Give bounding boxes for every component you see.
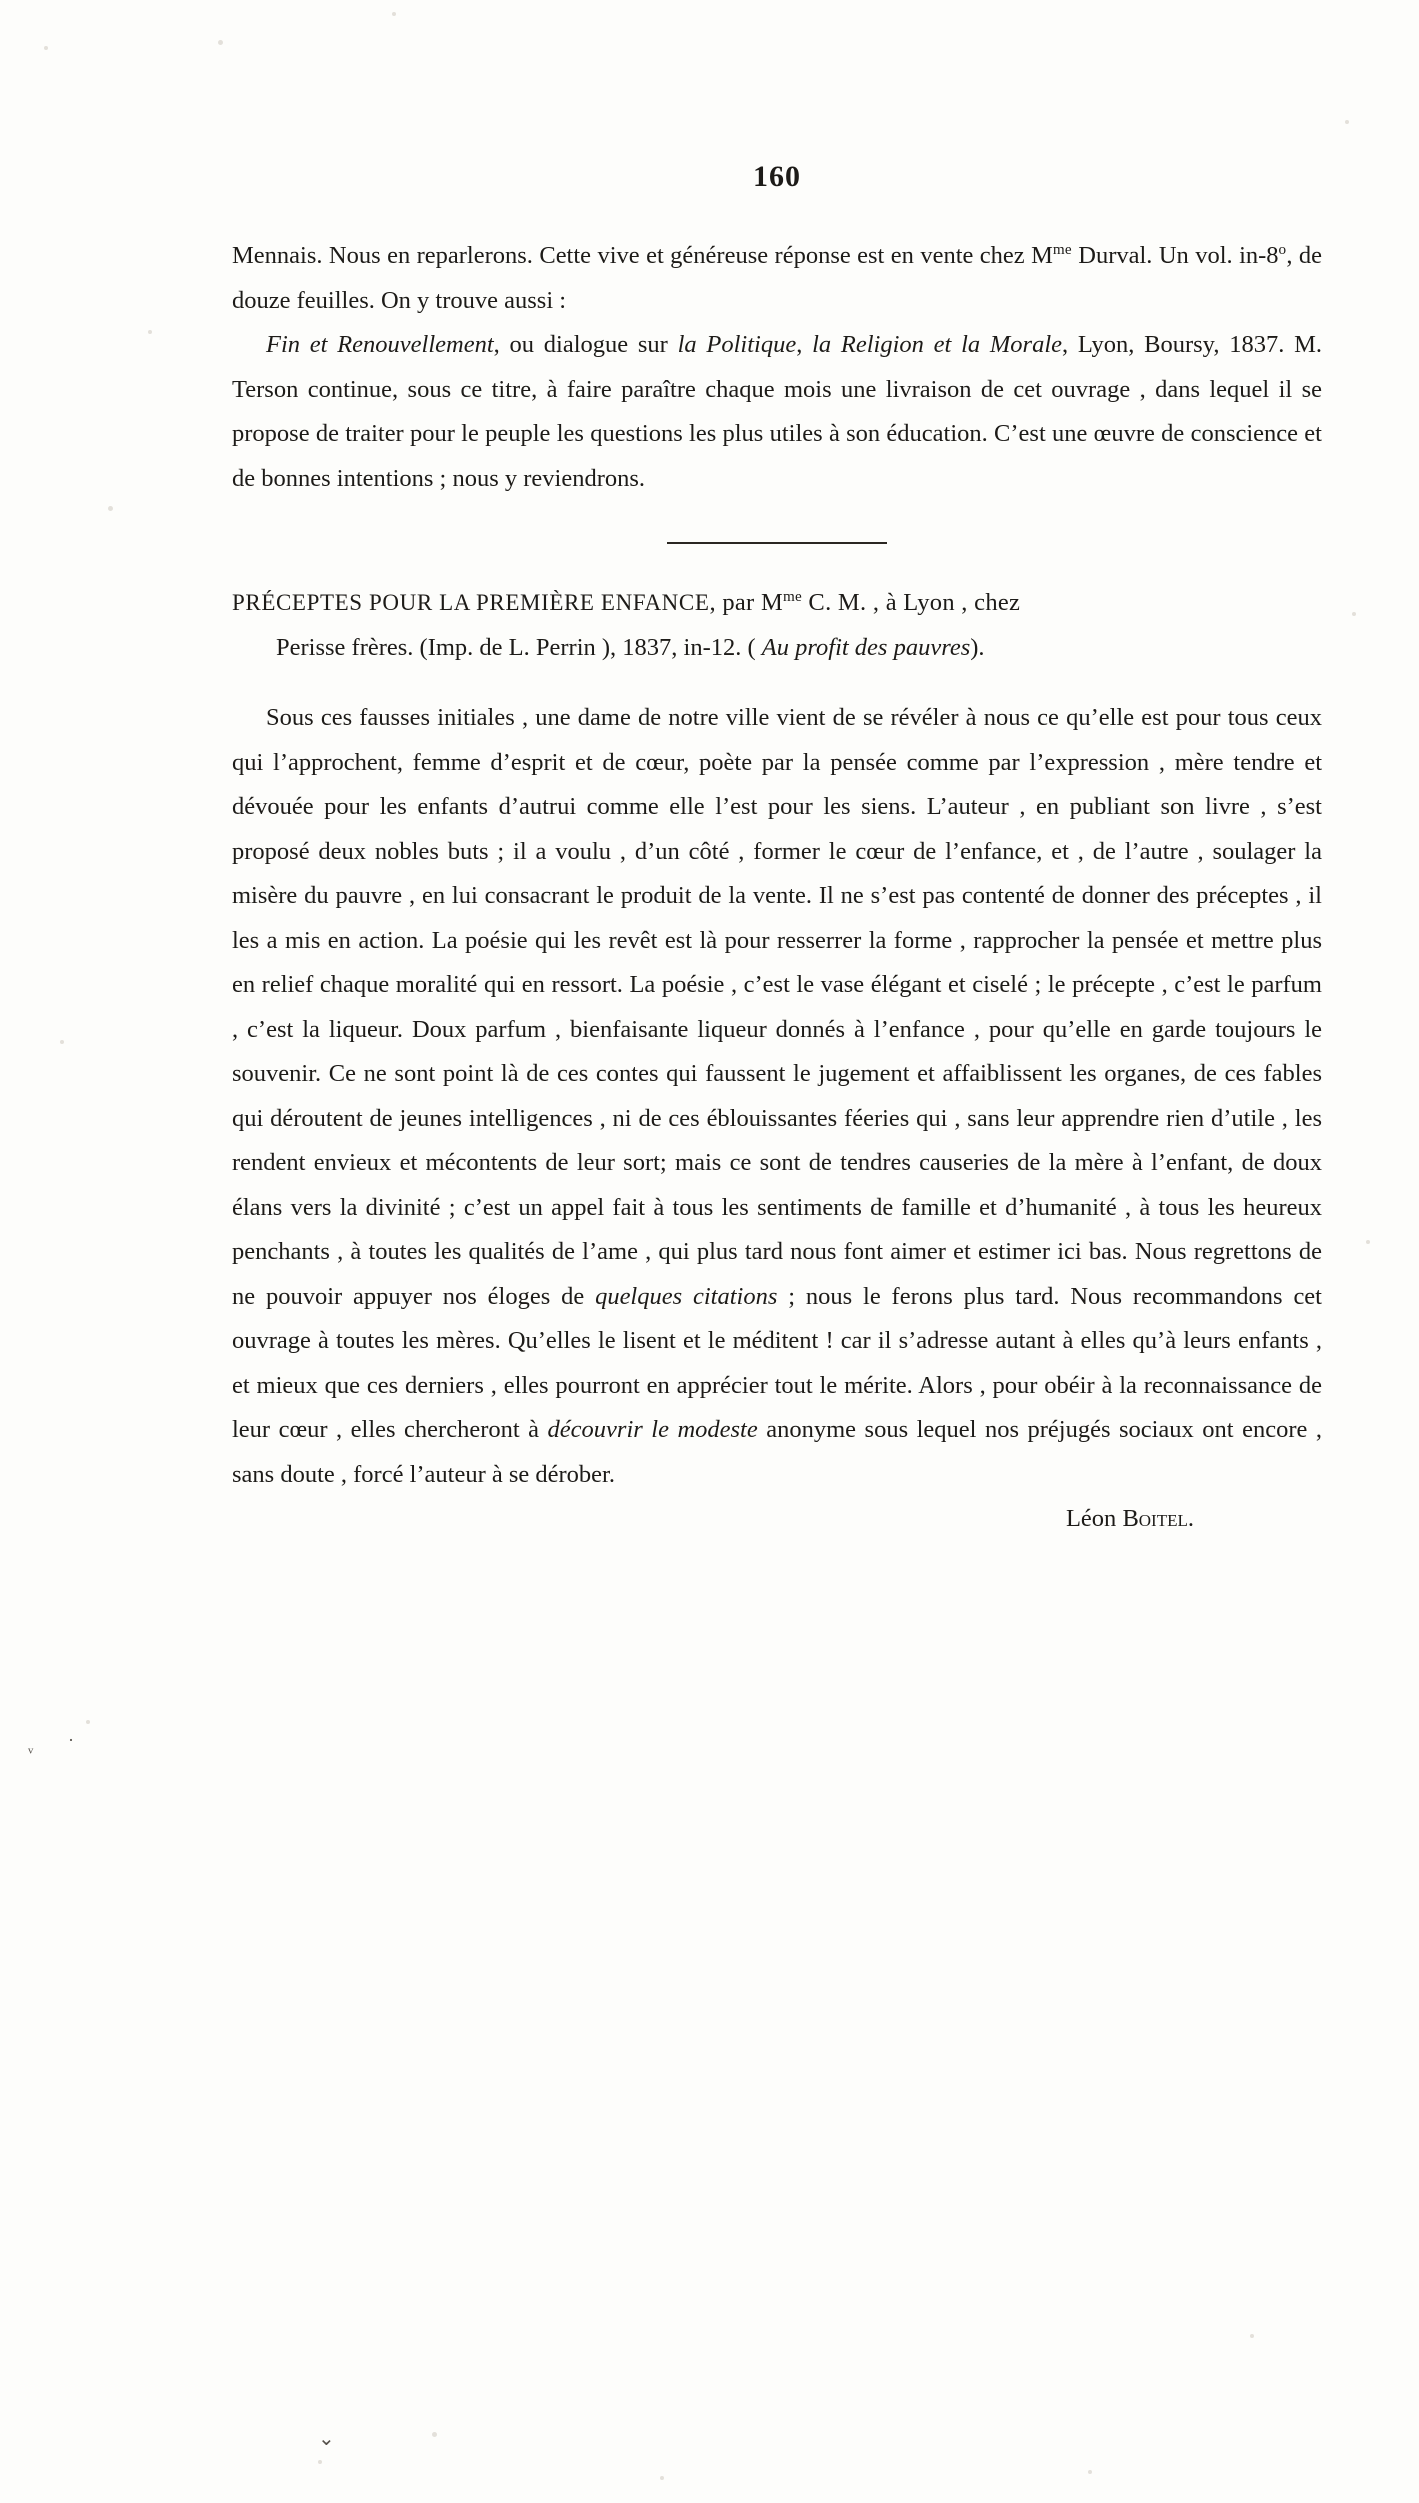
paper-speck [1088, 2470, 1092, 2474]
title-la-religion-et-la-morale: la Religion et la Morale [812, 331, 1063, 359]
margin-mark-bottom: ⌄ [318, 2428, 335, 2450]
fin-text-2: , [796, 331, 813, 359]
title-la-politique: la Politique [677, 331, 797, 359]
body-italic-1: quelques citations [595, 1282, 778, 1310]
review-title-caps: PRÉCEPTES POUR LA PREMIÈRE ENFANCE [232, 590, 710, 616]
paragraph-fin-renouvellement [232, 323, 1322, 501]
imprint-prefix: Perisse frères. (Imp. de L. Perrin ), 1837, in-12. ( [276, 633, 762, 661]
signature-first-name: Léon [1065, 1505, 1117, 1533]
review-heading [232, 575, 1322, 670]
body-text-2: ; nous le ferons plus tard. Nous recommandons cet ouvrage à toutes les mères. Qu’elles le lisent et le méditent ! car il s’adresse autant à elles qu’à leurs enfants , et mieux que ces derniers , elles pourront en apprécier tout le mérite. Alors , pour obéir à la reconnaissance de leur cœur , elles chercheront à [232, 1282, 1322, 1444]
paper-speck [148, 330, 152, 334]
fin-text-1: , ou dialogue sur [493, 331, 678, 359]
review-title-after: , par M [709, 589, 784, 617]
page-content [232, 160, 1322, 1542]
paragraph-mennais [232, 228, 1322, 323]
mennais-text-2: Durval. Un vol. in-8 [1071, 242, 1279, 270]
review-body [232, 696, 1322, 1497]
paper-speck [660, 2476, 664, 2480]
review-heading-line-2 [232, 626, 1322, 671]
margin-mark: · [68, 1730, 74, 1750]
signature [232, 1497, 1322, 1542]
paper-speck [218, 40, 223, 45]
mennais-sup-me: me [1052, 241, 1072, 258]
body-text-3: anonyme sous lequel nos préjugés sociaux ont encore , sans doute , forcé l’auteur à se dérober. [232, 1416, 1322, 1488]
review-body-paragraph [232, 696, 1322, 1497]
paper-speck [392, 12, 396, 16]
paper-speck [318, 2460, 322, 2464]
body-italic-2: découvrir le modeste [547, 1416, 758, 1444]
paper-speck [108, 506, 113, 511]
review-sup-me: me [783, 588, 802, 606]
paper-speck [1366, 1240, 1370, 1244]
paper-speck [1345, 120, 1349, 124]
paper-speck [1352, 612, 1356, 616]
title-fin-renouvellement: Fin et Renouvellement [266, 331, 494, 359]
margin-mark: ᵥ [28, 1736, 34, 1756]
imprint-italic: Au profit des pauvres [761, 633, 971, 661]
paper-speck [60, 1040, 64, 1044]
paper-speck [44, 46, 48, 50]
signature-last-name: Boitel. [1122, 1505, 1194, 1533]
review-heading-line-1 [232, 575, 1322, 626]
review-author: C. M. , à Lyon , chez [802, 589, 1021, 617]
paper-speck [86, 1720, 90, 1724]
mennais-text-1: Mennais. Nous en reparlerons. Cette vive et généreuse réponse est en vente chez M [232, 242, 1053, 270]
body-text-1: Sous ces fausses initiales , une dame de notre ville vient de se révéler à nous ce qu’elle est pour tous ceux qui l’approchent, femme d’esprit et de cœur, poète par la pensée comme par l’expression , mère tendre et dévouée pour les enfants d’autrui comme elle l’est pour les siens. L’auteur , en publiant son livre , s’est proposé deux nobles buts ; il a voulu , d’un côté , former le cœur de l’enfance, et , de l’autre , soulager la misère du pauvre , en lui consacrant le produit de la vente. Il ne s’est pas contenté de donner des préceptes , il les a mis en action. La poésie qui les revêt est là pour resserrer la forme , rapprocher la pensée et mettre plus en relief chaque moralité qui en ressort. La poésie , c’est le vase élégant et ciselé ; le précepte , c’est le parfum , c’est la liqueur. Doux parfum , bienfaisante liqueur donnés à l’enfance , pour qu’elle en garde toujours le souvenir. Ce ne sont point là de ces contes qui faussent le jugement et affaiblissent les organes, de ces fables qui déroutent de jeunes intelligences , ni de ces éblouissantes féeries qui , sans leur apprendre rien d’utile , les rendent envieux et mécontents de leur sort; mais ce sont de tendres causeries de la mère à l’enfant, de doux élans vers la divinité ; c’est un appel fait à tous les sentiments de famille et d’humanité , à tous les heureux penchants , à toutes les qualités de l’ame , qui plus tard nous font aimer et estimer ici bas. Nous regrettons de ne pouvoir appuyer nos éloges de [232, 704, 1322, 1310]
page-number: 160 [753, 160, 801, 193]
imprint-suffix: ). [970, 633, 985, 661]
fin-text-3: , Lyon, Boursy, 1837. M. Terson continue, sous ce titre, à faire paraître chaque mois une livraison de cet ouvrage , dans lequel il se propose de traiter pour le peuple les questions les plus utiles à son éducation. C’est une œuvre de conscience et de bonnes intentions ; nous y reviendrons. [232, 331, 1322, 492]
horizontal-rule [667, 542, 887, 544]
section-divider [232, 531, 1322, 549]
mennais-sup-o: o [1278, 241, 1287, 258]
mennais-text-3: , de douze feuilles. On y trouve aussi : [232, 242, 1323, 314]
paper-speck [432, 2432, 437, 2437]
paper-speck [1250, 2334, 1254, 2338]
